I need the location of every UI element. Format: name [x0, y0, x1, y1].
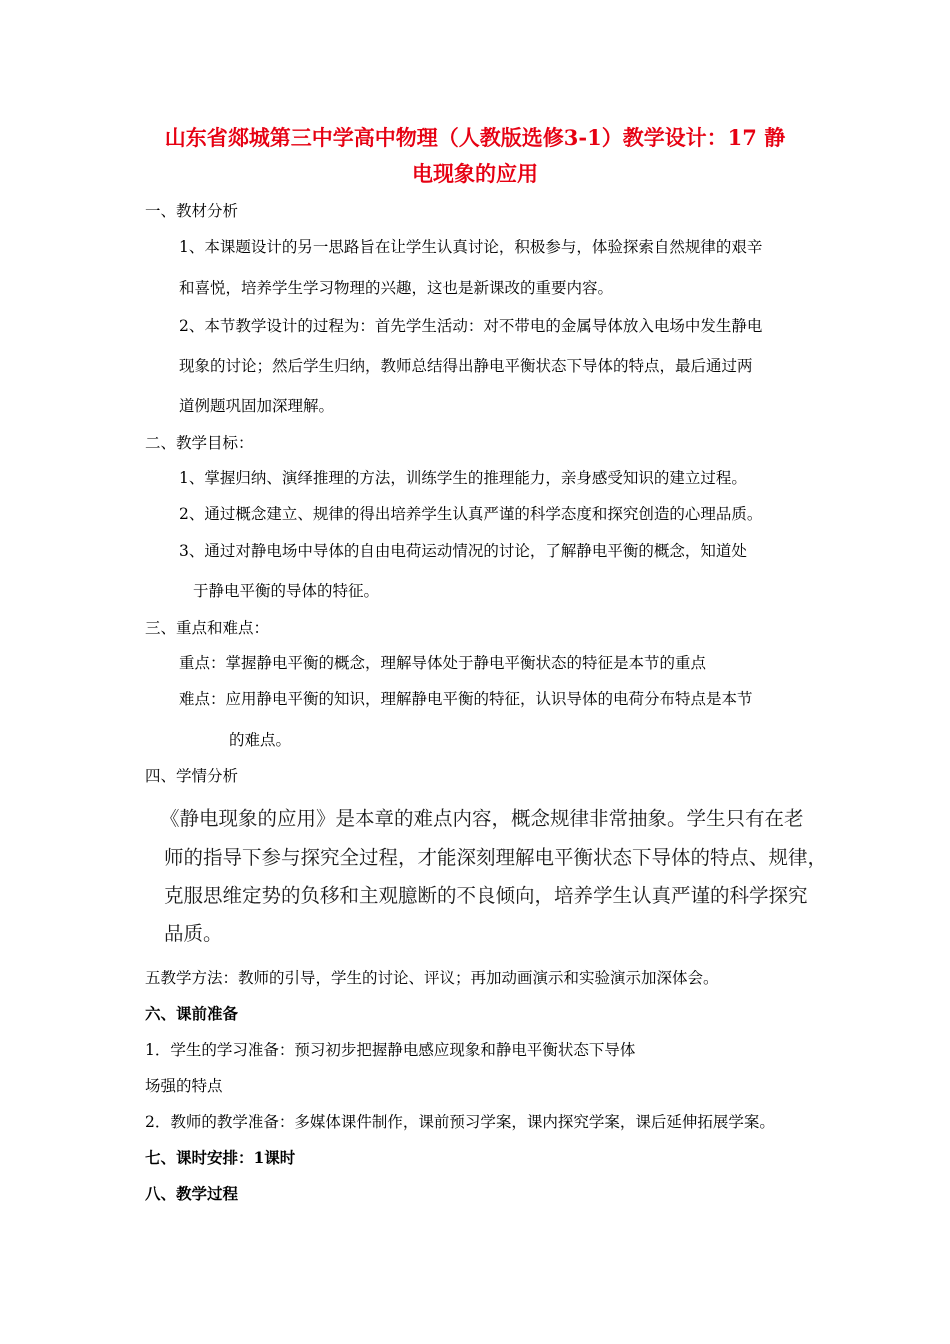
- section-1-paragraph-2-line-2: 现象的讨论；然后学生归纳，教师总结得出静电平衡状态下导体的特点，最后通过两: [179, 357, 753, 375]
- document-title: [120, 120, 830, 192]
- title-line-2: 电现象的应用: [412, 161, 538, 186]
- section-6-heading: 六、课前准备: [145, 1004, 239, 1023]
- learning-analysis-line-4: 品质。: [164, 922, 223, 945]
- section-5-teaching-methods: 五教学方法：教师的引导，学生的讨论、评议；再加动画演示和实验演示加深体会。: [145, 969, 719, 987]
- key-point: 重点：掌握静电平衡的概念，理解导体处于静电平衡状态的特征是本节的重点: [179, 654, 707, 672]
- difficulty-line-1: 难点：应用静电平衡的知识，理解静电平衡的特征，认识导体的电荷分布特点是本节: [179, 690, 753, 708]
- learning-analysis-line-2: 师的指导下参与探究全过程，才能深刻理解电平衡状态下导体的特点、规律，: [164, 846, 828, 869]
- difficulty-line-2: 的难点。: [229, 731, 292, 749]
- section-4-heading: 四、学情分析: [145, 767, 239, 785]
- section-6-item-1-line-1: 1．学生的学习准备：预习初步把握静电感应现象和静电平衡状态下导体: [145, 1041, 636, 1059]
- learning-analysis-line-3: 克服思维定势的负移和主观臆断的不良倾向，培养学生认真严谨的科学探究: [164, 884, 808, 907]
- learning-analysis-line-1: 《静电现象的应用》是本章的难点内容，概念规律非常抽象。学生只有在老: [160, 807, 804, 830]
- section-6-item-2: 2．教师的教学准备：多媒体课件制作，课前预习学案，课内探究学案，课后延伸拓展学案。: [145, 1113, 775, 1131]
- section-2-item-3-line-2: 于静电平衡的导体的特征。: [193, 582, 380, 600]
- section-2-item-1: 1、掌握归纳、演绎推理的方法，训练学生的推理能力，亲身感受知识的建立过程。: [179, 469, 747, 487]
- section-6-item-1-line-2: 场强的特点: [145, 1077, 223, 1095]
- section-1-paragraph-1-line-1: 1、本课题设计的另一思路旨在让学生认真讨论，积极参与，体验探索自然规律的艰辛: [179, 238, 763, 256]
- section-1-paragraph-2-line-3: 道例题巩固加深理解。: [179, 397, 335, 415]
- title-line-1: 山东省郯城第三中学高中物理（人教版选修3-1）教学设计：17 静: [164, 125, 786, 150]
- section-1-paragraph-2-line-1: 2、本节教学设计的过程为：首先学生活动：对不带电的金属导体放入电场中发生静电: [179, 317, 763, 335]
- section-1-paragraph-1-line-2: 和喜悦，培养学生学习物理的兴趣，这也是新课改的重要内容。: [179, 279, 614, 297]
- section-2-heading: 二、教学目标：: [145, 434, 254, 452]
- section-8-heading: 八、教学过程: [145, 1184, 239, 1203]
- section-7-heading: 七、课时安排：1课时: [145, 1148, 296, 1167]
- section-2-item-2: 2、通过概念建立、规律的得出培养学生认真严谨的科学态度和探究创造的心理品质。: [179, 505, 763, 523]
- section-1-heading: 一、教材分析: [145, 202, 239, 220]
- section-2-item-3-line-1: 3、通过对静电场中导体的自由电荷运动情况的讨论，了解静电平衡的概念，知道处: [179, 542, 747, 560]
- section-3-heading: 三、重点和难点：: [145, 619, 270, 637]
